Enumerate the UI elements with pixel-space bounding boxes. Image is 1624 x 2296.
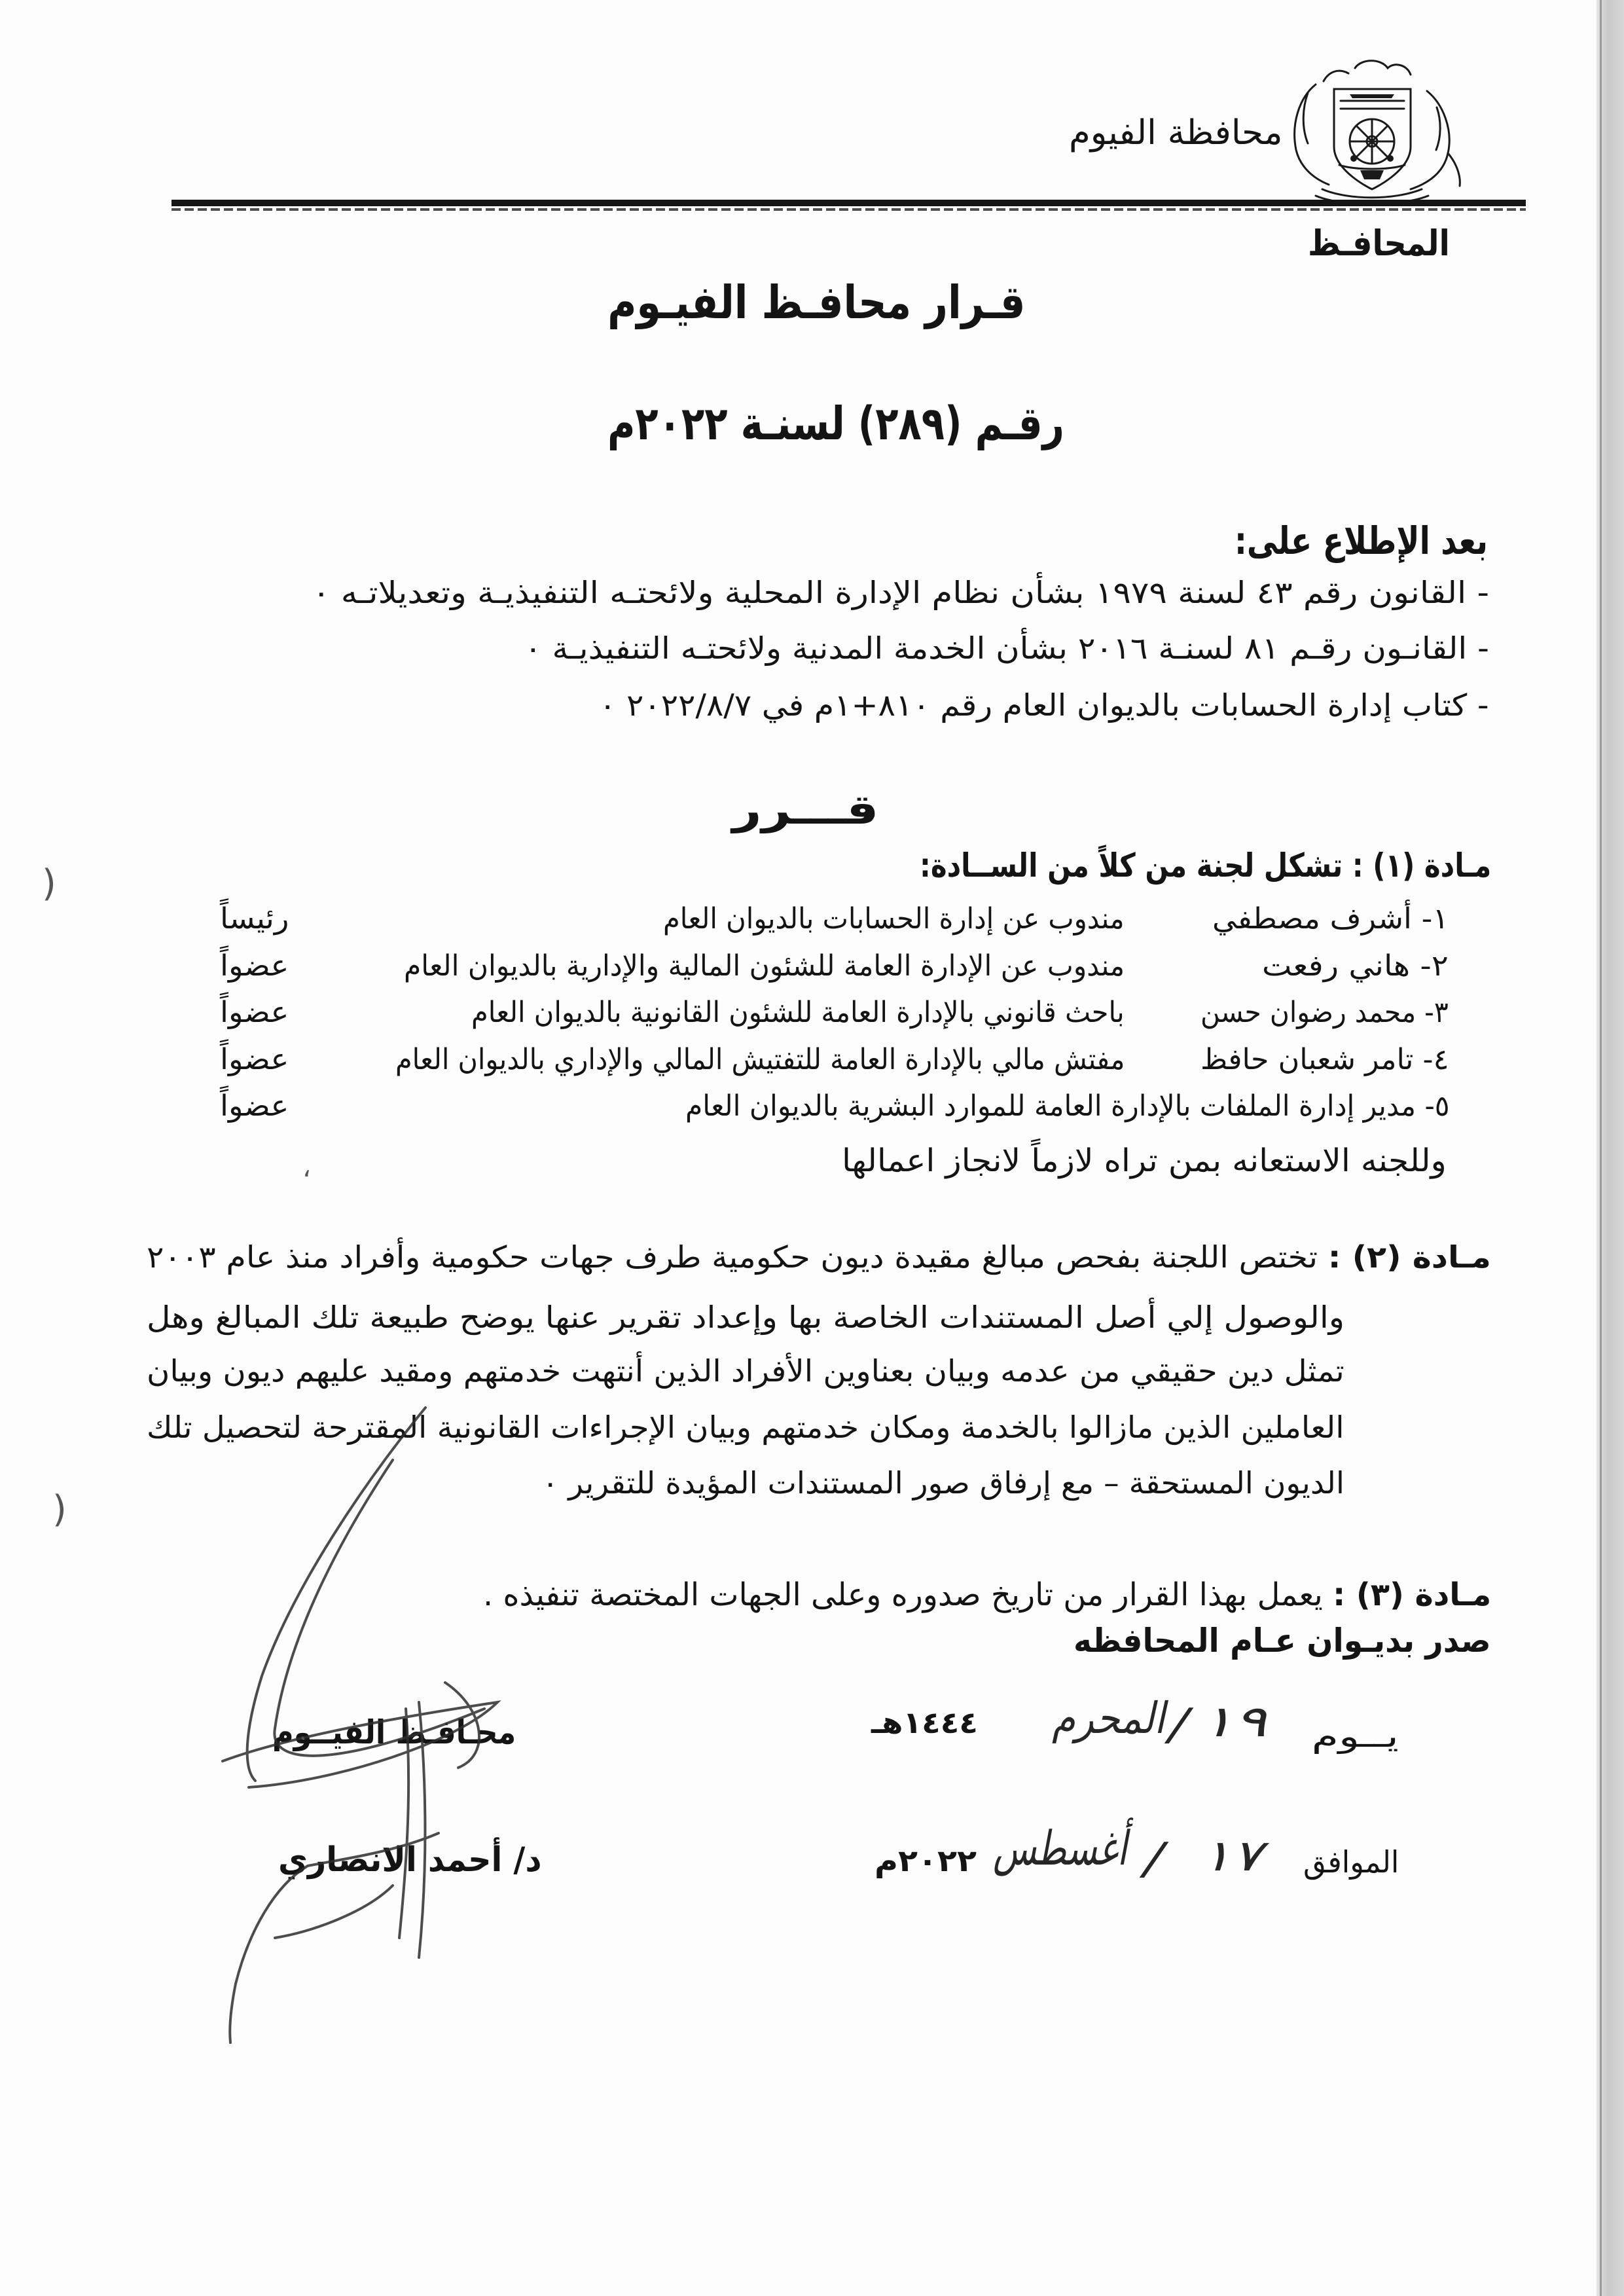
- member-position: عضواً: [219, 949, 289, 983]
- preamble-item: - القانـون رقـم ٨١ لسنـة ٢٠١٦ بشأن الخدمة المدنية ولائحتـه التنفيذيـة ٠: [524, 630, 1489, 666]
- preamble-item: - القانون رقم ٤٣ لسنة ١٩٧٩ بشأن نظام الإدارة المحلية ولائحتـه التنفيذيـة وتعديلاتـه ٠: [312, 575, 1489, 610]
- hijri-year: ١٤٤٤هـ: [871, 1705, 978, 1740]
- member-role: مفتش مالي بالإدارة العامة للتفتيش المالي والإداري بالديوان العام: [395, 1043, 1125, 1076]
- hijri-date-separator: /: [1168, 1700, 1189, 1750]
- article2-line: والوصول إلي أصل المستندات الخاصة بها وإعداد تقرير عنها يوضح طبيعة تلك المبالغ وهل: [146, 1300, 1344, 1335]
- margin-mark: ): [42, 862, 56, 905]
- gregorian-date-separator: /: [1144, 1834, 1164, 1884]
- header-rule: [171, 200, 1526, 206]
- article1-note: وللجنه الاستعانه بمن تراه لازماً لانجاز اعمالها: [842, 1142, 1447, 1179]
- article3-text: يعمل بهذا القرار من تاريخ صدوره وعلى الجهات المختصة تنفيذه .: [482, 1576, 1323, 1613]
- member-position: عضواً: [219, 1043, 289, 1076]
- article3-line: [483, 1576, 1491, 1614]
- article2-label: مـادة (٢) :: [1327, 1239, 1491, 1275]
- member-position: عضواً: [219, 996, 289, 1029]
- member-name: ٣- محمد رضوان حسن: [1200, 996, 1449, 1029]
- article2-line: تمثل دين حقيقي من عدمه وبيان بعناوين الأفراد الذين أنتهت خدمتهم ومقيد عليهم ديون وبيان: [147, 1353, 1344, 1389]
- preamble-heading: بعد الإطلاع على:: [1235, 519, 1488, 563]
- member-role: مندوب عن إدارة الحسابات بالديوان العام: [663, 902, 1125, 936]
- signatory-name: د/ أحمد الانصاري: [278, 1840, 542, 1880]
- gregorian-month-handwritten: أغسطس: [993, 1821, 1127, 1876]
- article2-line: [147, 1239, 1491, 1275]
- article1-text: تشكل لجنة من كلاً من الســادة:: [919, 847, 1343, 884]
- signatory-title: محـافـظ الفيــوم: [272, 1713, 516, 1751]
- member-position: رئيساً: [219, 902, 289, 936]
- decree-title: قـرار محافـظ الفيـوم: [607, 276, 1025, 329]
- member-role: مندوب عن الإدارة العامة للشئون المالية والإدارية بالديوان العام: [403, 949, 1125, 983]
- governorate-emblem-icon: [1276, 55, 1466, 209]
- gregorian-date-label: الموافق: [1303, 1844, 1399, 1880]
- preamble-item: - كتاب إدارة الحسابات بالديوان العام رقم ٨١٠+١م في ٢٠٢٢/٨/٧ ٠: [599, 687, 1489, 723]
- member-name: ٤- تامر شعبان حافظ: [1200, 1043, 1449, 1076]
- article2-line: العاملين الذين مازالوا بالخدمة ومكان خدمتهم وبيان الإجراءات القانونية المقترحة لتحصيل تلك: [147, 1410, 1344, 1445]
- hijri-month-handwritten: المحرم: [1051, 1693, 1164, 1743]
- decree-number: رقـم (٢٨٩) لسنـة ٢٠٢٢م: [607, 397, 1064, 450]
- article3-label: مـادة (٣) :: [1332, 1576, 1491, 1613]
- hijri-date-label: يــوم: [1311, 1719, 1399, 1754]
- resolution-heading: قـــرر: [732, 786, 878, 833]
- office-label: المحافـظ: [1308, 223, 1450, 264]
- margin-mark: ،: [302, 1153, 311, 1183]
- member-role: باحث قانوني بالإدارة العامة للشئون القانونية بالديوان العام: [471, 996, 1125, 1029]
- article1-label: مـادة (١) :: [1352, 847, 1491, 884]
- issued-statement: صدر بديـوان عـام المحافظه: [1074, 1622, 1491, 1660]
- handwritten-signature: [209, 1401, 524, 2049]
- margin-mark: ): [52, 1488, 67, 1531]
- member-name: ٢- هاني رفعت: [1262, 949, 1449, 983]
- gregorian-year: ٢٠٢٢م: [874, 1843, 977, 1878]
- scan-edge-line: [1600, 0, 1602, 2296]
- gregorian-day-handwritten: ١٧: [1200, 1831, 1262, 1881]
- hijri-day-handwritten: ١٩: [1200, 1696, 1267, 1747]
- header-rule-dashed: [171, 208, 1526, 211]
- member-name: ٥- مدير إدارة الملفات بالإدارة العامة للموارد البشرية بالديوان العام: [685, 1089, 1450, 1123]
- member-name: ١- أشرف مصطفي: [1212, 902, 1449, 936]
- governorate-name: محافظة الفيوم: [1069, 113, 1283, 153]
- member-position: عضواً: [219, 1089, 289, 1123]
- article1-heading: [920, 846, 1491, 885]
- article2-text: تختص اللجنة بفحص مبالغ مقيدة ديون حكومية طرف جهات حكومية وأفراد منذ عام ٢٠٠٣: [147, 1239, 1318, 1275]
- article2-line: الديون المستحقة – مع إرفاق صور المستندات المؤيدة للتقرير ٠: [542, 1465, 1344, 1501]
